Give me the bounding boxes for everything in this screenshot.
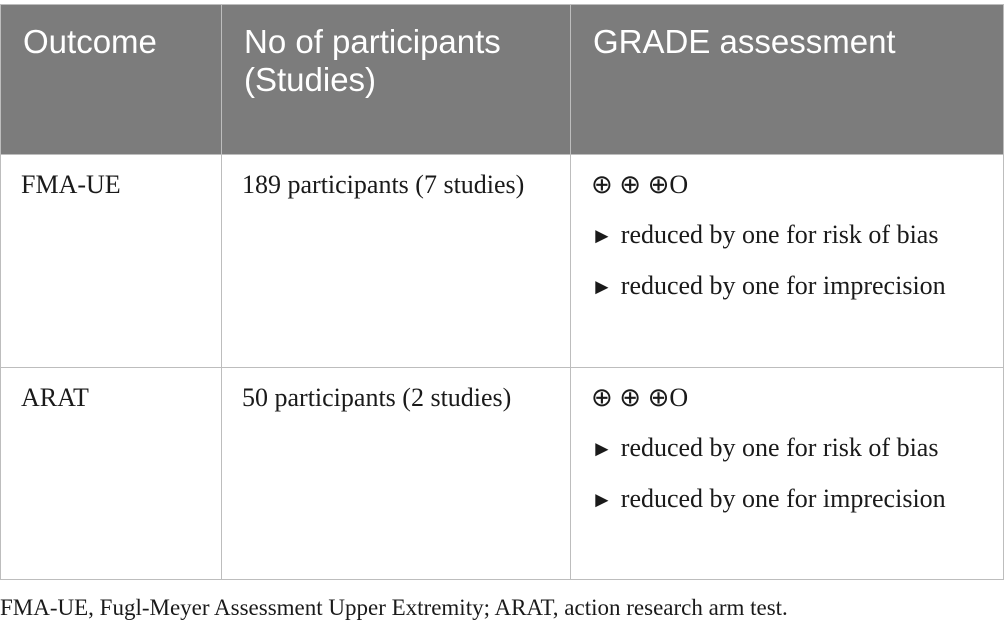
arrow-right-icon: ►: [591, 487, 613, 512]
cell-grade-assessment: [571, 155, 1004, 368]
header-outcome: Outcome: [1, 5, 222, 155]
table-header: [1, 5, 1004, 155]
header-grade-assessment: GRADE assessment: [571, 5, 1004, 155]
table-footnote: FMA-UE, Fugl-Meyer Assessment Upper Extremity; ARAT, action research arm test.: [0, 595, 788, 620]
cell-outcome: FMA-UE: [1, 155, 222, 368]
header-row: [1, 5, 1004, 155]
cell-participants: 50 participants (2 studies): [222, 368, 571, 580]
cell-outcome: ARAT: [1, 368, 222, 580]
header-participants: No of participants (Studies): [222, 5, 571, 155]
grade-rating: ⊕ ⊕ ⊕O: [591, 170, 689, 199]
table-row: [1, 368, 1004, 580]
grade-rating: ⊕ ⊕ ⊕O: [591, 383, 689, 412]
cell-participants: 189 participants (7 studies): [222, 155, 571, 368]
grade-note-text: reduced by one for imprecision: [620, 484, 946, 513]
table-row: [1, 155, 1004, 368]
grade-note: [591, 474, 987, 525]
cell-grade-assessment: [571, 368, 1004, 580]
grade-note: [591, 423, 987, 474]
arrow-right-icon: ►: [591, 223, 613, 248]
grade-table: [0, 4, 1004, 580]
grade-note-text: reduced by one for risk of bias: [620, 220, 939, 249]
arrow-right-icon: ►: [591, 274, 613, 299]
grade-note: [591, 261, 987, 312]
table-body: [1, 155, 1004, 580]
grade-note-text: reduced by one for risk of bias: [620, 433, 939, 462]
arrow-right-icon: ►: [591, 436, 613, 461]
grade-note: [591, 210, 987, 261]
grade-note-text: reduced by one for imprecision: [620, 271, 946, 300]
